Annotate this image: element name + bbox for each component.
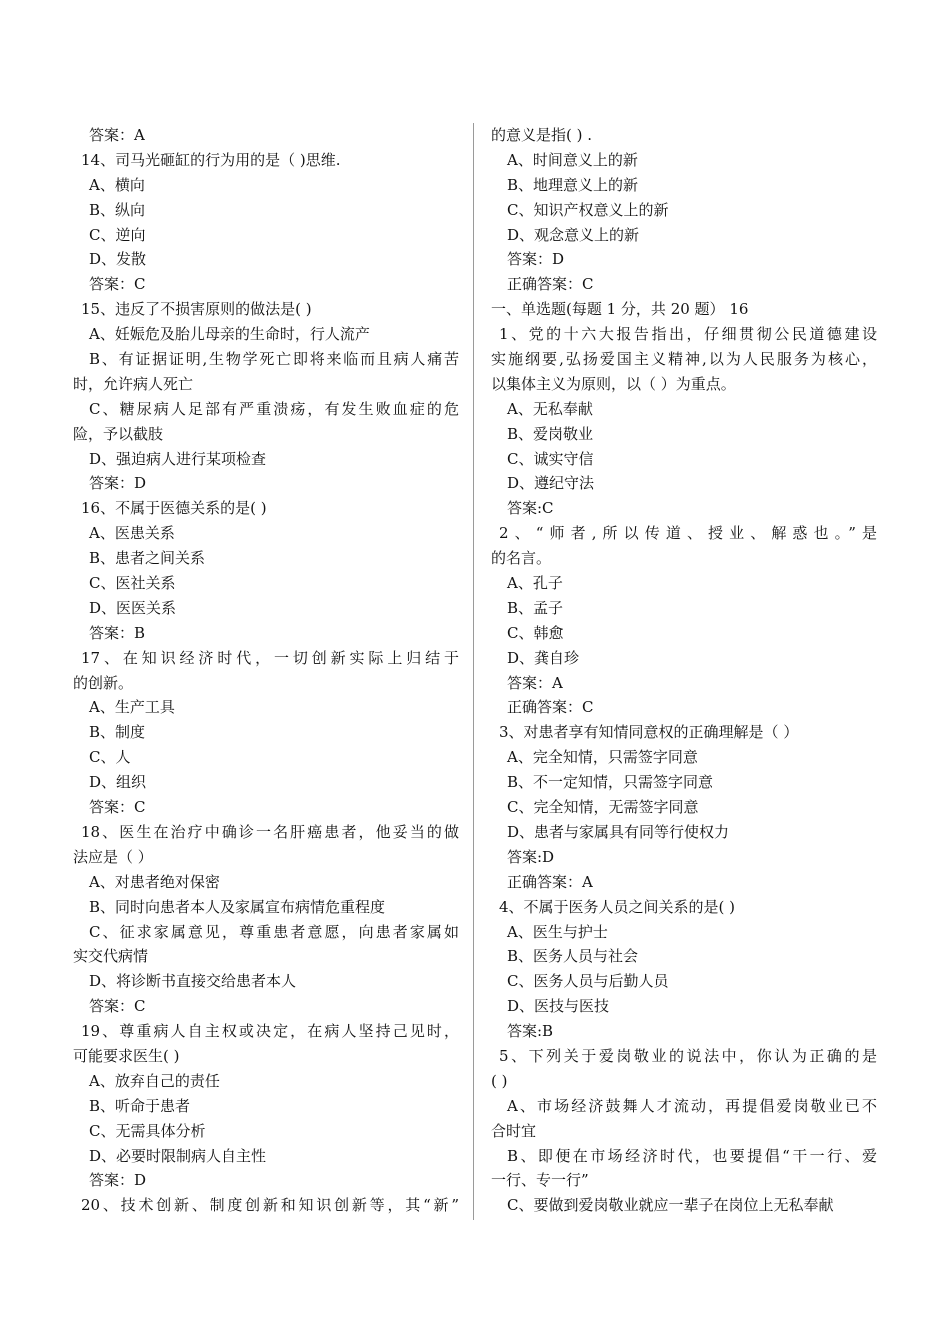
text-line: 正确答案：C [507, 698, 594, 717]
text-line: 1、党的十六大报告指出，仔细贯彻公民道德建设 [499, 325, 877, 344]
text-line: D、发散 [89, 250, 147, 269]
text-line: D、患者与家属具有同等行使权力 [507, 822, 730, 841]
text-line: 答案:C [507, 499, 554, 518]
text-line: D、医医关系 [89, 598, 177, 617]
text-line: 正确答案：C [507, 275, 594, 294]
text-line: 实交代病情 [73, 947, 149, 966]
text-line: 16、不属于医德关系的是( ) [81, 499, 267, 518]
text-line: 法应是（ ） [73, 847, 153, 866]
text-line: B、同时向患者本人及家属宣布病情危重程度 [89, 897, 386, 916]
text-line: D、遵纪守法 [507, 474, 595, 493]
text-line: B、患者之间关系 [89, 549, 206, 568]
text-line: 正确答案：A [507, 872, 593, 891]
text-line: B、听命于患者 [89, 1096, 191, 1115]
text-line: 15、违反了不损害原则的做法是( ) [81, 300, 312, 319]
text-line: C、人 [89, 748, 131, 767]
text-line: 合时宜 [491, 1121, 537, 1140]
text-line: B、孟子 [507, 598, 564, 617]
right-column [491, 123, 877, 1218]
text-line: A、医患关系 [89, 524, 175, 543]
text-line: A、医生与护士 [507, 922, 608, 941]
text-line: 2、“师者,所以传道、授业、解惑也。”是 [499, 524, 877, 543]
text-line: C、无需具体分析 [89, 1121, 206, 1140]
left-column [73, 123, 459, 1218]
text-line: A、生产工具 [89, 698, 175, 717]
text-line: B、制度 [89, 723, 146, 742]
text-line: C、征求家属意见，尊重患者意愿，向患者家属如 [89, 922, 459, 941]
text-line: C、韩愈 [507, 623, 564, 642]
text-line: B、医务人员与社会 [507, 947, 639, 966]
text-line: C、要做到爱岗敬业就应一辈子在岗位上无私奉献 [507, 1196, 834, 1215]
text-line: A、妊娠危及胎儿母亲的生命时，行人流产 [89, 325, 370, 344]
text-line: 可能要求医生( ) [73, 1046, 180, 1065]
text-line: 答案：C [89, 275, 146, 294]
text-line: 答案：B [89, 623, 146, 642]
text-line: D、必要时限制病人自主性 [89, 1146, 267, 1165]
text-line: D、观念意义上的新 [507, 225, 640, 244]
text-line: C、医社关系 [89, 574, 176, 593]
text-line: 答案：C [89, 798, 146, 817]
column-divider [473, 123, 474, 1220]
text-line: 答案：C [89, 997, 146, 1016]
text-line: D、组织 [89, 773, 147, 792]
text-line: D、强迫病人进行某项检查 [89, 449, 267, 468]
text-line: 答案：D [89, 474, 147, 493]
text-line: 一行、专一行” [491, 1171, 589, 1190]
text-line: A、无私奉献 [507, 399, 593, 418]
text-line: C、糖尿病人足部有严重溃疡，有发生败血症的危 [89, 399, 459, 418]
text-line: C、逆向 [89, 225, 146, 244]
text-line: A、孔子 [507, 574, 563, 593]
text-line: 一、单选题(每题 1 分，共 20 题） 16 [491, 300, 749, 319]
text-line: A、完全知情，只需签字同意 [507, 748, 698, 767]
text-line: 5、下列关于爱岗敬业的说法中，你认为正确的是 [499, 1046, 877, 1065]
text-line: A、横向 [89, 175, 145, 194]
text-line: ( ) [491, 1071, 508, 1090]
text-line: 18、医生在治疗中确诊一名肝癌患者，他妥当的做 [81, 822, 459, 841]
text-line: B、地理意义上的新 [507, 175, 639, 194]
text-line: 答案：D [89, 1171, 147, 1190]
text-line: D、将诊断书直接交给患者本人 [89, 972, 297, 991]
text-line: 17、在知识经济时代，一切创新实际上归结于 [81, 648, 459, 667]
text-line: 险，予以截肢 [73, 424, 164, 443]
text-line: 答案：D [507, 250, 565, 269]
text-line: 实施纲要,弘扬爱国主义精神,以为人民服务为核心， [491, 350, 877, 369]
text-line: B、即便在市场经济时代，也要提倡“干一行、爱 [507, 1146, 877, 1165]
text-line: 答案：A [507, 673, 563, 692]
text-line: C、医务人员与后勤人员 [507, 972, 669, 991]
text-line: D、医技与医技 [507, 997, 610, 1016]
text-line: B、纵向 [89, 200, 146, 219]
text-line: A、时间意义上的新 [507, 150, 638, 169]
text-line: D、龚自珍 [507, 648, 580, 667]
text-line: 14、司马光砸缸的行为用的是（ )思维. [81, 150, 341, 169]
text-line: 3、对患者享有知情同意权的正确理解是（ ） [499, 723, 799, 742]
text-line: A、放弃自己的责任 [89, 1071, 220, 1090]
text-line: C、知识产权意义上的新 [507, 200, 669, 219]
text-line: 4、不属于医务人员之间关系的是( ) [499, 897, 736, 916]
text-line: C、诚实守信 [507, 449, 594, 468]
text-line: B、爱岗敬业 [507, 424, 594, 443]
text-line: 答案：A [89, 126, 145, 144]
text-line: 的意义是指( ) . [491, 126, 593, 144]
text-line: A、对患者绝对保密 [89, 872, 220, 891]
text-line: B、有证据证明,生物学死亡即将来临而且病人痛苦 [89, 350, 459, 369]
text-line: 的名言。 [491, 549, 552, 568]
text-line: 19、尊重病人自主权或决定，在病人坚持己见时， [81, 1022, 459, 1041]
text-line: 答案:D [507, 847, 555, 866]
text-line: 时，允许病人死亡 [73, 374, 194, 393]
text-line: A、市场经济鼓舞人才流动，再提倡爱岗敬业已不 [507, 1096, 877, 1115]
text-line: C、完全知情，无需签字同意 [507, 798, 699, 817]
text-line: 以集体主义为原则，以（ ）为重点。 [491, 374, 736, 393]
text-line: 的创新。 [73, 673, 134, 692]
text-line: B、不一定知情，只需签字同意 [507, 773, 714, 792]
text-line: 答案:B [507, 1022, 554, 1041]
text-line: 20、技术创新、制度创新和知识创新等，其“新” [81, 1196, 459, 1215]
